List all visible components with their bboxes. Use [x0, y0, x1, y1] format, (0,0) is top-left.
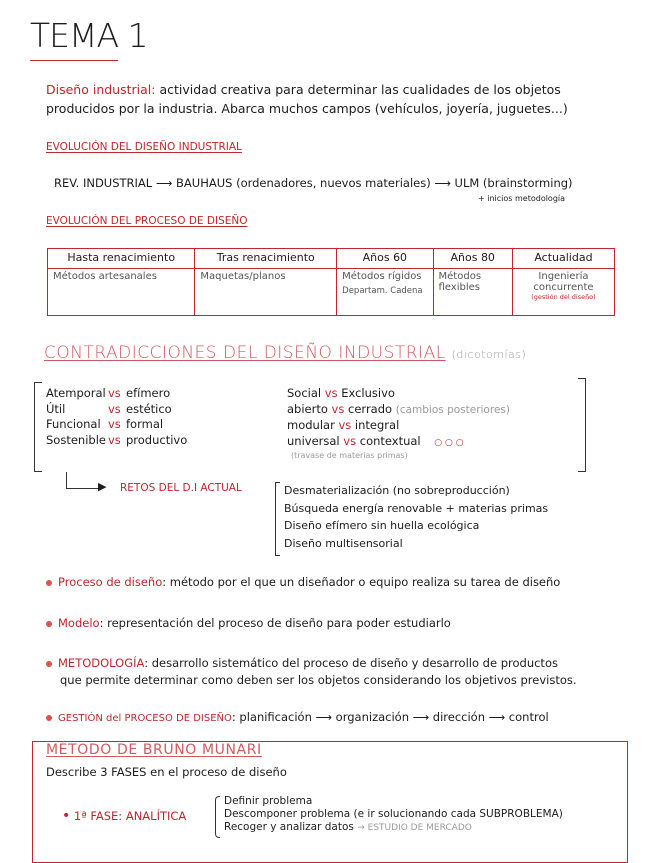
- list-item: [224, 821, 563, 835]
- timeline-step-3-note: + inicios metodología: [478, 194, 566, 203]
- retos-list: [284, 482, 548, 552]
- page-title-text: TEMA 1: [30, 16, 148, 55]
- table-cell: [195, 269, 337, 316]
- table-cell-text: Métodos artesanales: [53, 271, 157, 282]
- table-cell-text: Métodos rígidos: [342, 271, 422, 282]
- dicotomia-a: Social: [287, 386, 322, 400]
- bullet-icon: [46, 621, 52, 627]
- def-metodologia-line2: que permite determinar como deben ser los objetos considerando los objetivos previstos.: [60, 673, 577, 687]
- dicotomia-a: Funcional: [46, 417, 101, 431]
- contradicciones-heading-text: CONTRADICCIONES DEL DISEÑO INDUSTRIAL: [44, 343, 446, 363]
- fase1-list: [224, 795, 563, 835]
- intro-term: Diseño industrial:: [46, 82, 156, 97]
- munari-intro: Describe 3 FASES en el proceso de diseño: [46, 765, 287, 779]
- table-cell: [48, 269, 195, 316]
- list-item: Descomponer problema (e ir solucionando cada SUBPROBLEMA): [224, 808, 563, 820]
- dicotomia-item: [287, 434, 510, 452]
- table-cell-text: Ingeniería concurrente: [533, 271, 594, 293]
- retos-arrow-line: [66, 488, 102, 489]
- def-term: METODOLOGÍA: [58, 656, 145, 670]
- def-metodologia: [46, 656, 558, 670]
- evolucion-diseno-heading: EVOLUCIÓN DEL DISEÑO INDUSTRIAL: [46, 141, 242, 153]
- dicotomia-item: [46, 417, 187, 433]
- timeline-step-1: REV. INDUSTRIAL: [54, 176, 153, 190]
- table-header-cell: Hasta renacimiento: [48, 249, 195, 269]
- list-item: Definir problema: [224, 795, 313, 807]
- retos-arrow-line: [66, 472, 67, 488]
- intro-text-1: actividad creativa para determinar las cualidades de los objetos: [155, 82, 561, 97]
- timeline-step-2: BAUHAUS (ordenadores, nuevos materiales): [176, 176, 431, 190]
- dicotomia-b: estético: [126, 401, 172, 416]
- table-row: [48, 269, 615, 316]
- vs-label: vs: [324, 386, 338, 400]
- table-cell-text: Maquetas/planos: [200, 271, 286, 282]
- def-proceso: [46, 575, 560, 589]
- list-item-text: Recoger y analizar datos: [224, 821, 354, 833]
- def-text: : desarrollo sistemático del proceso de diseño y desarrollo de productos: [144, 656, 558, 670]
- bullet-icon: [46, 661, 52, 667]
- dicotomia-a: abierto: [287, 401, 328, 416]
- bullet-icon: [46, 715, 52, 721]
- dicotomia-note: (travase de materias primas): [291, 451, 408, 460]
- fase1-brace: [215, 796, 220, 838]
- table-cell-text: Métodos flexibles: [438, 271, 482, 293]
- retos-label: RETOS DEL D.I ACTUAL: [120, 482, 242, 494]
- dicotomia-item: [287, 386, 510, 402]
- def-gestion: [46, 710, 549, 724]
- evolucion-proceso-heading: EVOLUCIÓN DEL PROCESO DE DISEÑO: [46, 215, 248, 227]
- dicotomia-item: [46, 402, 187, 418]
- list-item: Búsqueda energía renovable + materias primas: [284, 501, 549, 515]
- def-text: : representación del proceso de diseño para poder estudiarlo: [99, 616, 451, 630]
- arrow-head-icon: ▶: [98, 480, 107, 493]
- table-header-cell: Tras renacimiento: [195, 249, 337, 269]
- evolucion-proceso-table: [47, 248, 615, 316]
- def-term: GESTIÓN del PROCESO DE DISEÑO: [58, 713, 232, 724]
- table-cell: [512, 269, 614, 316]
- def-text: : método por el que un diseñador o equipo realiza su tarea de diseño: [162, 575, 561, 589]
- bullet-icon: [46, 580, 52, 586]
- dicotomias-right: [287, 386, 510, 461]
- dicotomia-b: productivo: [126, 432, 188, 447]
- vs-label: vs: [108, 401, 121, 416]
- def-term: Proceso de diseño: [58, 575, 163, 589]
- table-header-cell: Años 80: [433, 249, 512, 269]
- vs-label: vs: [331, 401, 345, 416]
- intro-line-2: producidos por la industria. Abarca muchos campos (vehículos, joyería, juguetes...): [46, 101, 568, 116]
- page-title: [30, 16, 148, 55]
- dicotomia-a: Útil: [46, 401, 66, 416]
- timeline-step-3: ULM (brainstorming): [454, 176, 573, 190]
- dicotomia-item: [46, 433, 187, 449]
- table-header-cell: Actualidad: [512, 249, 614, 269]
- evolucion-diseno-timeline: [54, 176, 573, 190]
- list-item-note: → ESTUDIO DE MERCADO: [357, 823, 472, 833]
- table-cell: [337, 269, 433, 316]
- dicotomia-note: (cambios posteriores): [395, 403, 510, 416]
- vs-label: vs: [108, 432, 121, 447]
- dicotomia-item: [287, 402, 510, 419]
- table-header-cell: Años 60: [337, 249, 433, 269]
- dicotomia-item: [46, 386, 187, 402]
- dicotomias-left: [46, 386, 187, 448]
- table-header-row: [48, 249, 615, 269]
- dicotomia-a: modular: [287, 418, 335, 432]
- table-cell-note: Departam. Cadena: [342, 286, 423, 296]
- dicotomia-b: cerrado: [348, 401, 393, 416]
- left-bracket: [34, 382, 42, 472]
- contradicciones-heading: [44, 343, 526, 363]
- def-text: : planificación ⟶ organización ⟶ dirección ⟶ control: [231, 710, 549, 724]
- dicotomia-a: Sostenible: [46, 432, 106, 447]
- bullet-icon: •: [62, 808, 71, 824]
- dicotomia-b: Exclusivo: [341, 386, 395, 400]
- dicotomia-a: Atemporal: [46, 386, 106, 400]
- right-bracket: [578, 378, 586, 472]
- retos-brace: [275, 482, 280, 556]
- table-cell: [433, 269, 512, 316]
- def-term: Modelo: [58, 616, 100, 630]
- table-cell-note: (gestión del diseño): [531, 293, 596, 301]
- list-item: Diseño efímero sin huella ecológica: [284, 519, 480, 532]
- contradicciones-heading-note: (dicotomías): [451, 348, 527, 361]
- title-underline: [30, 60, 118, 61]
- intro-line-1: [46, 82, 561, 97]
- dicotomia-b: integral: [354, 418, 400, 432]
- arrow-icon: ⟶: [155, 176, 177, 190]
- munari-heading: MÉTODO DE BRUNO MUNARI: [46, 742, 262, 758]
- vs-label: vs: [338, 418, 352, 432]
- ellipsis-icon: ○ ○ ○: [434, 437, 464, 448]
- dicotomia-item: [287, 418, 510, 434]
- vs-label: vs: [108, 417, 121, 431]
- dicotomia-b: contextual: [359, 433, 421, 448]
- def-modelo: [46, 616, 451, 630]
- list-item: Diseño multisensorial: [284, 536, 403, 550]
- fase1-label-text: 1ª FASE: ANALÍTICA: [73, 809, 187, 823]
- arrow-icon: ⟶: [434, 176, 455, 190]
- munari-fase1-label: [62, 808, 186, 824]
- dicotomia-a: universal: [287, 433, 340, 448]
- list-item: Desmaterialización (no sobreproducción): [284, 484, 510, 497]
- vs-label: vs: [108, 386, 121, 400]
- vs-label: vs: [343, 433, 357, 448]
- dicotomia-b: formal: [126, 417, 164, 431]
- dicotomia-b: efímero: [126, 386, 171, 400]
